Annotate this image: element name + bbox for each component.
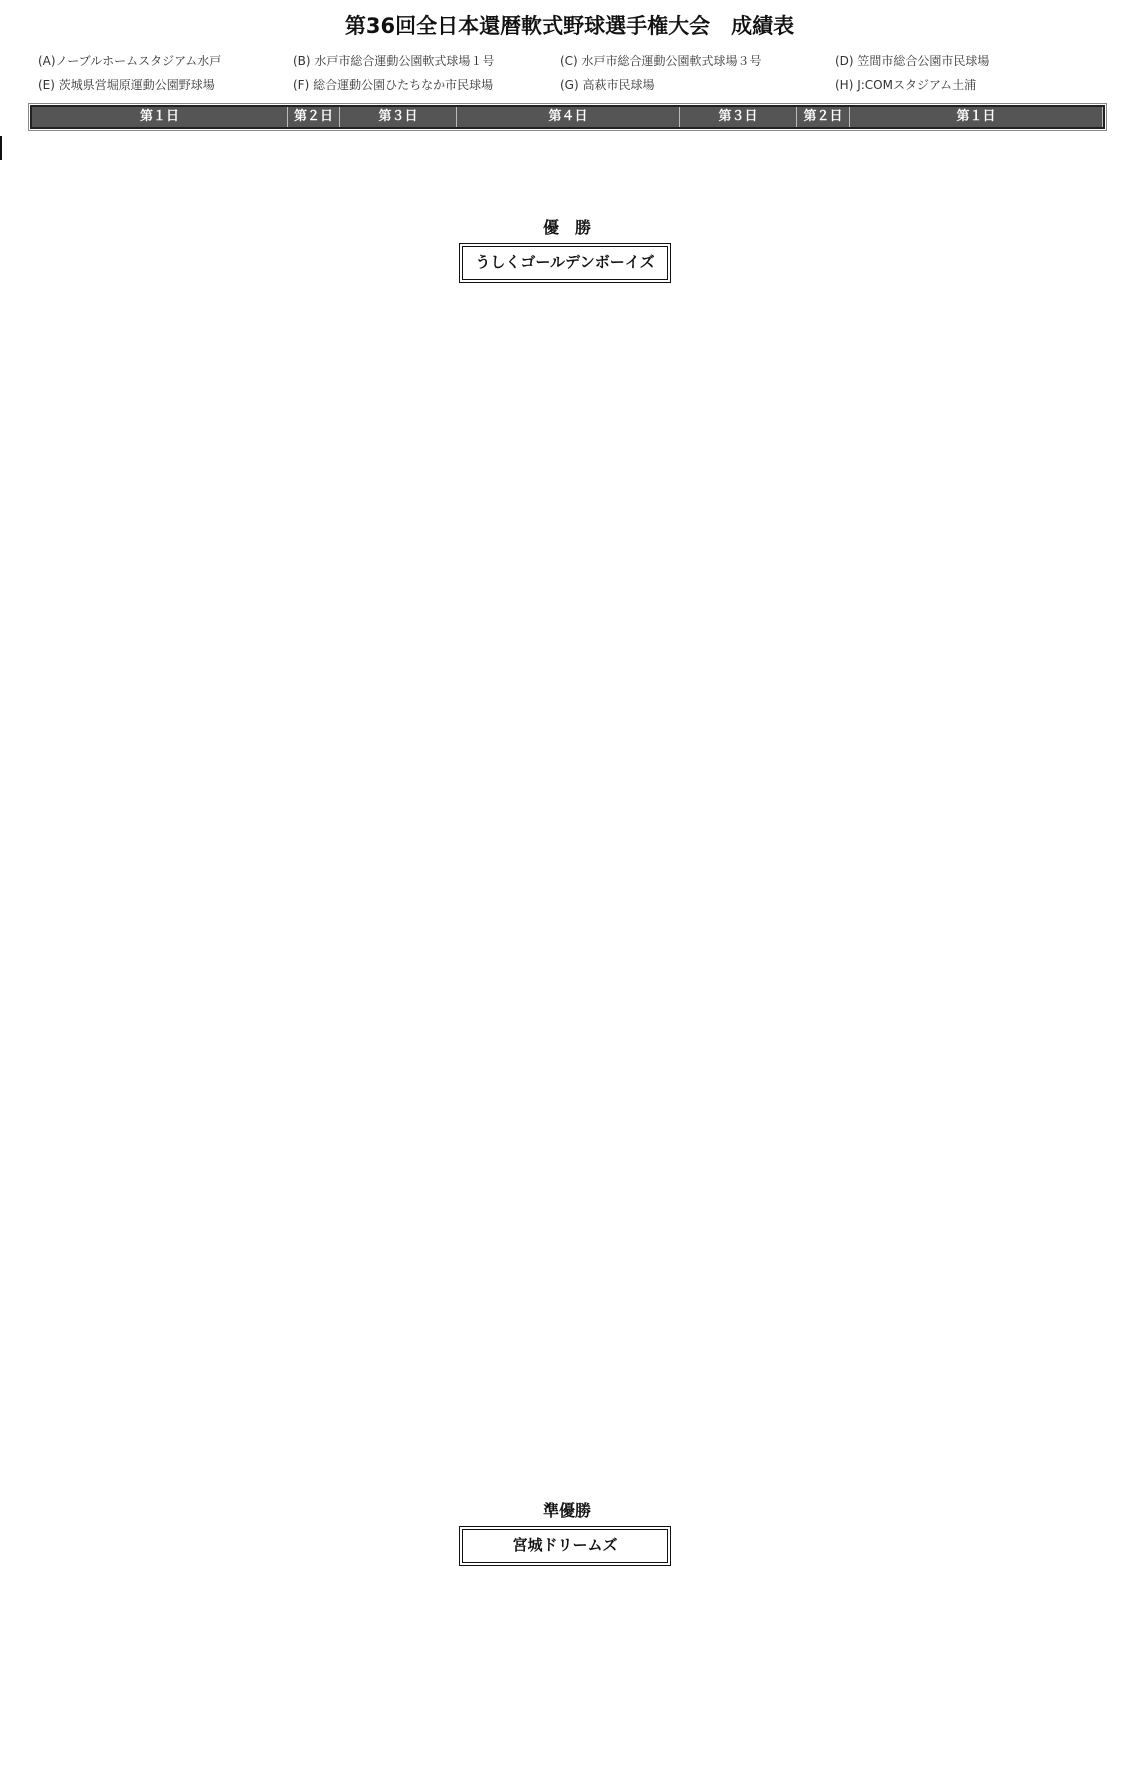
venue-item: (A)ノーブルホームスタジアム水戸 <box>38 54 222 68</box>
venue-item: (C) 水戸市総合運動公園軟式球場３号 <box>560 54 762 68</box>
venue-item: (E) 茨城県営堀原運動公園野球場 <box>38 78 215 92</box>
venue-item: (B) 水戸市総合運動公園軟式球場１号 <box>293 54 495 68</box>
champion-heading: 優 勝 <box>542 218 591 237</box>
champion-box: うしくゴールデンボーイズ <box>462 246 668 280</box>
day-header-cell: 第３日 <box>340 107 457 127</box>
day-header-cell: 第２日 <box>288 107 340 127</box>
runnerup-heading: 準優勝 <box>542 1501 591 1520</box>
day-header-cell: 第２日 <box>797 107 850 127</box>
day-header-cell: 第１日 <box>32 107 288 127</box>
venue-item: (H) J:COMスタジアム土浦 <box>835 78 977 92</box>
team-box <box>0 136 2 160</box>
runnerup-box: 宮城ドリームズ <box>462 1529 668 1563</box>
day-header-cell: 第１日 <box>850 107 1103 127</box>
day-header-cell: 第４日 <box>457 107 680 127</box>
page-title: 第36回全日本還暦軟式野球選手権大会 成績表 <box>344 14 795 38</box>
venue-item: (D) 笠間市総合公園市民球場 <box>835 54 990 68</box>
day-header-cell: 第３日 <box>680 107 797 127</box>
venue-item: (F) 総合運動公園ひたちなか市民球場 <box>293 78 494 92</box>
venue-item: (G) 高萩市民球場 <box>560 78 655 92</box>
